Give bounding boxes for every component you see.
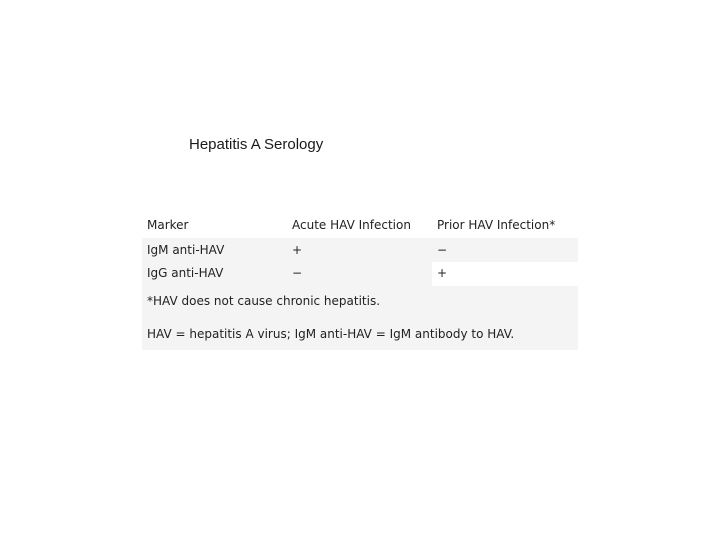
cell-marker-igg: IgG anti-HAV (147, 266, 224, 280)
cell-igm-acute: + (292, 243, 303, 257)
cell-marker-igm: IgM anti-HAV (147, 243, 225, 257)
slide-title: Hepatitis A Serology (189, 136, 324, 153)
cell-igm-prior: − (437, 243, 448, 257)
table-cell-background (432, 262, 578, 286)
footnote-asterisk: *HAV does not cause chronic hepatitis. (147, 294, 381, 308)
footnote-abbreviations: HAV = hepatitis A virus; IgM anti-HAV = IgM antibody to HAV. (147, 327, 515, 341)
header-marker: Marker (147, 218, 189, 232)
header-acute: Acute HAV Infection (292, 218, 411, 232)
cell-igg-prior: + (437, 266, 448, 280)
cell-igg-acute: − (292, 266, 303, 280)
header-prior: Prior HAV Infection* (437, 218, 556, 232)
